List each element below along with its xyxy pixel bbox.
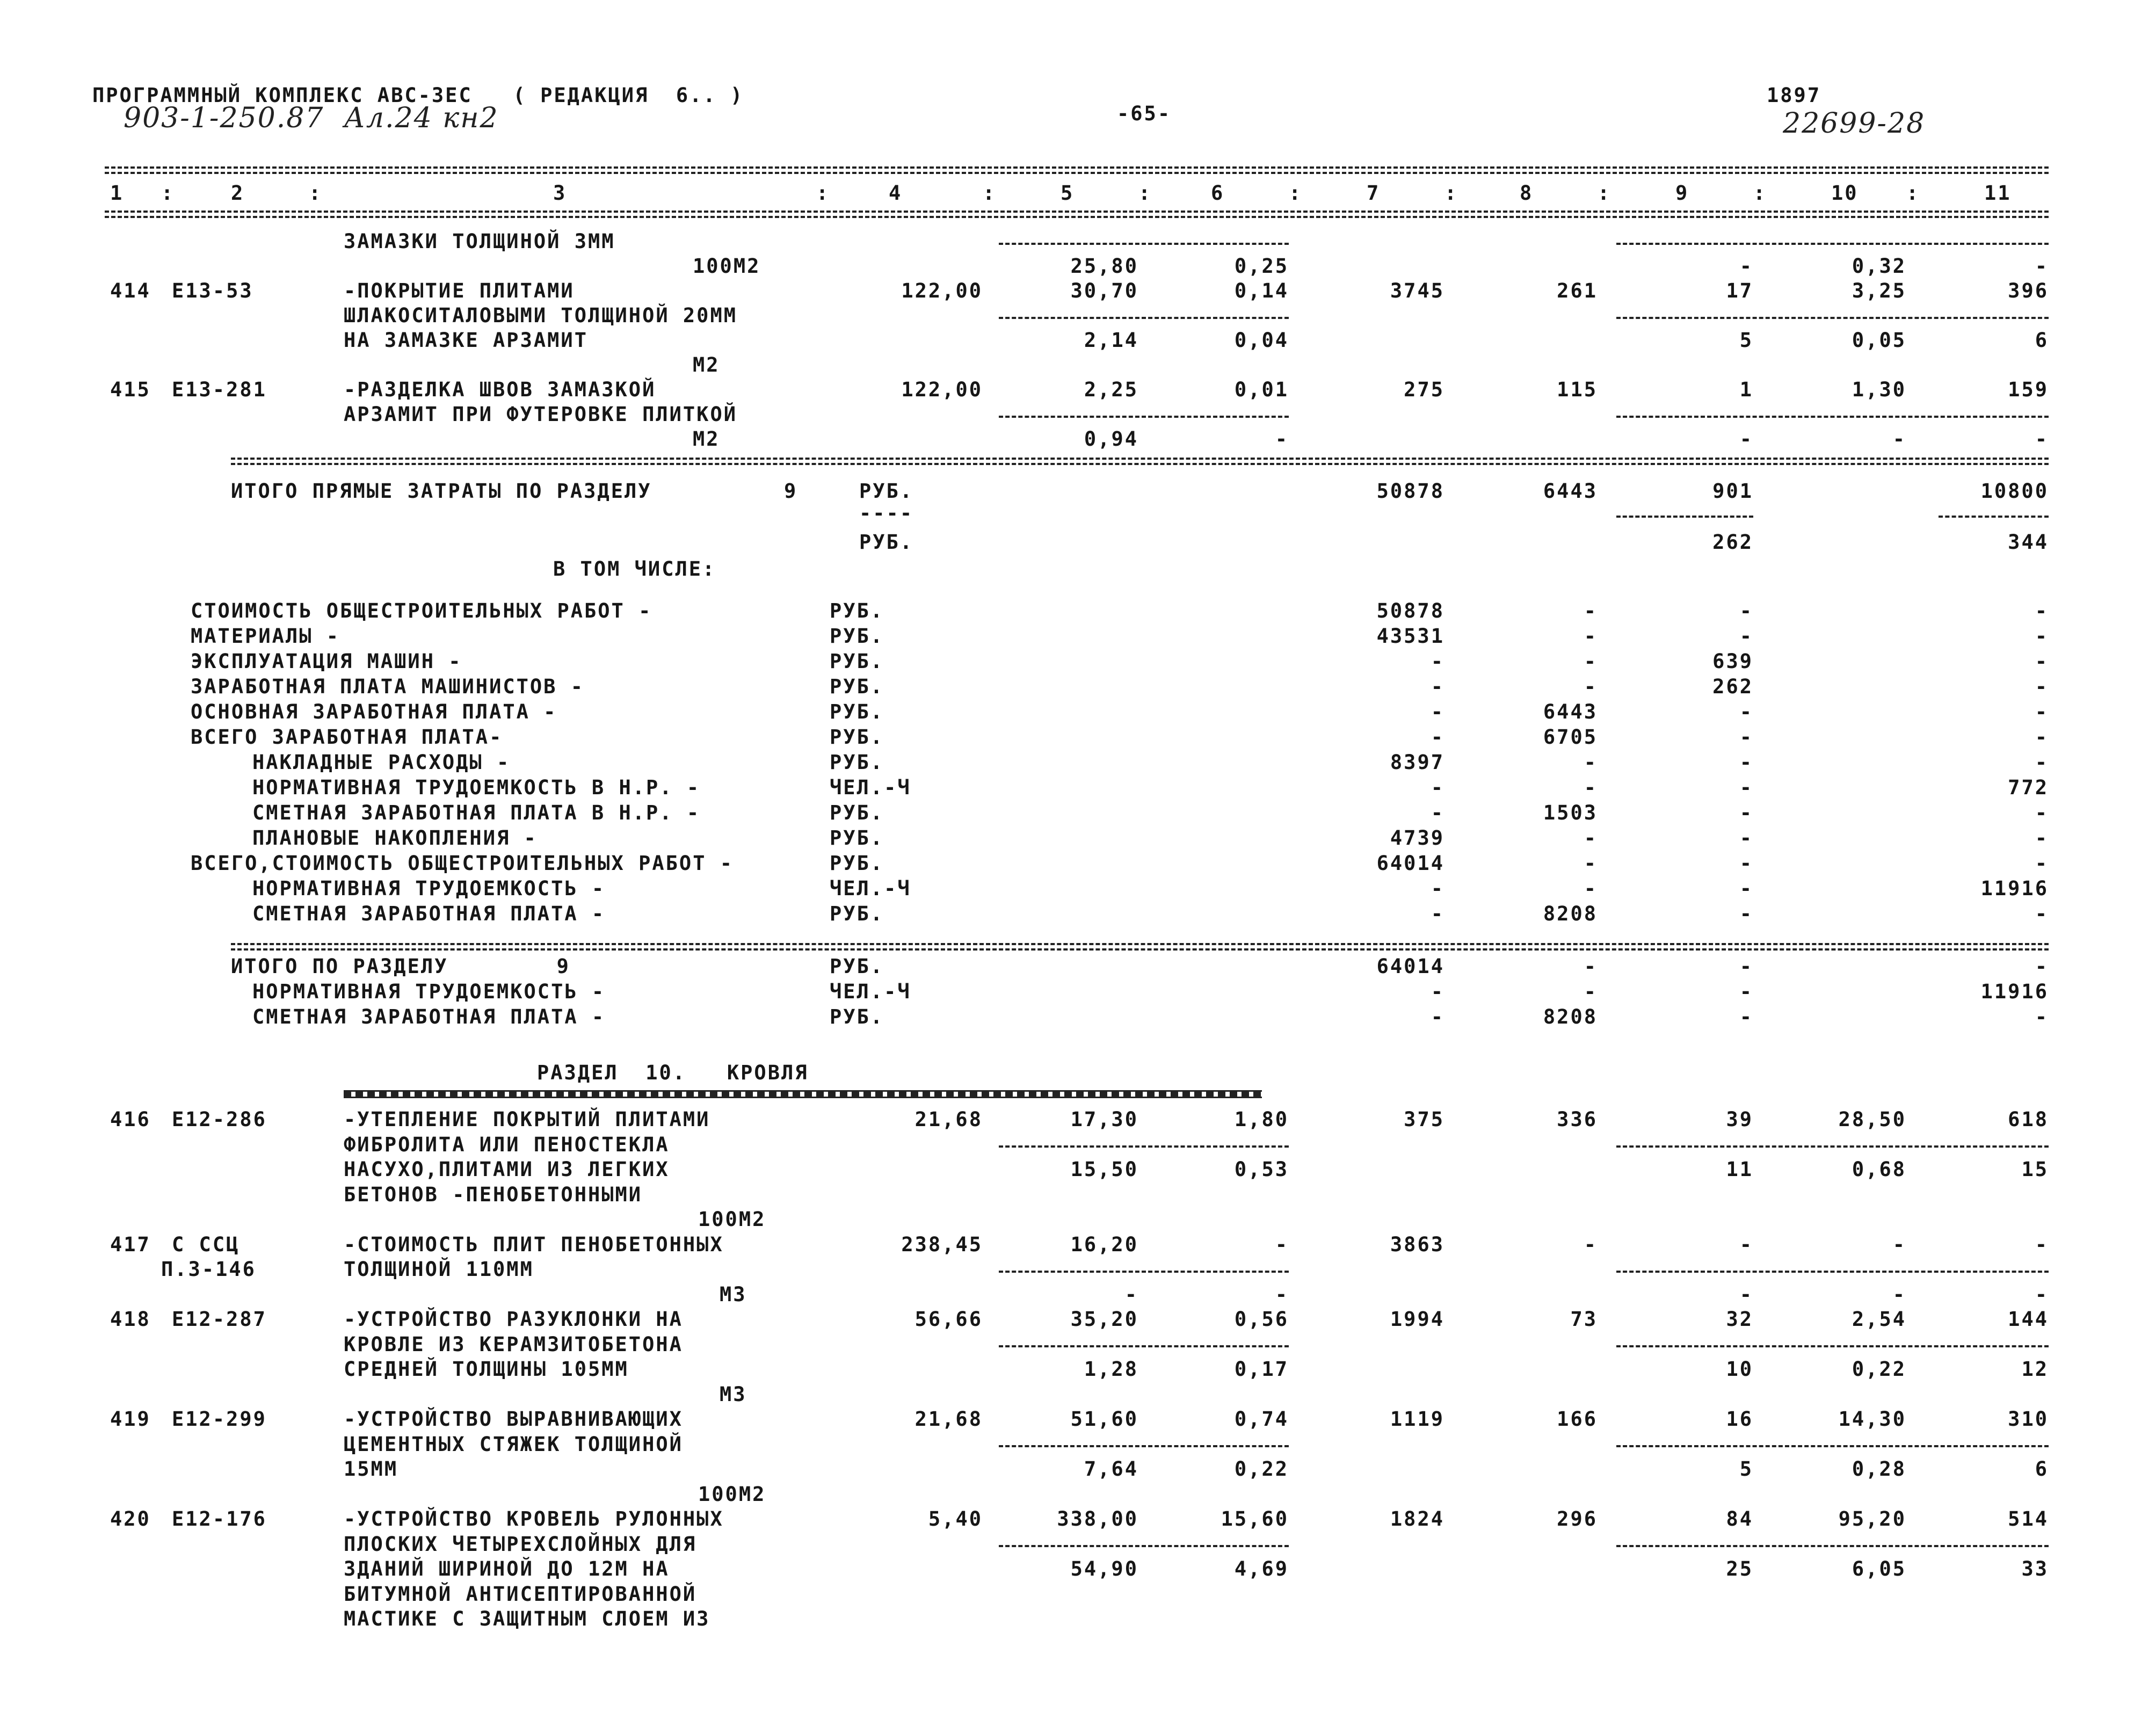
cell-c7: -	[1431, 726, 1444, 749]
cell-c9: -	[1739, 776, 1753, 799]
row-code: Е12-299	[172, 1408, 267, 1431]
cell-c11: -	[2035, 826, 2049, 850]
cell-c7: -	[1431, 675, 1444, 698]
cell-c8: -	[1584, 955, 1598, 978]
sub-dash	[1939, 516, 2049, 518]
sub-dash	[1616, 1345, 2049, 1347]
row-code: Е12-176	[172, 1507, 267, 1530]
breakdown-unit: РУБ.	[830, 751, 884, 774]
sub-dash	[999, 416, 1289, 418]
totals-section: 9	[784, 480, 798, 503]
cell-c9: -	[1739, 751, 1753, 774]
section-total-label: ИТОГО ПО РАЗДЕЛУ 9	[231, 955, 570, 978]
breakdown-unit: РУБ.	[830, 826, 884, 850]
cell-c11: 6	[2035, 329, 2049, 352]
totals-dash: ----	[859, 502, 914, 525]
row-text: ТОЛЩИНОЙ 110ММ	[344, 1258, 534, 1281]
cell-c8: -	[1584, 826, 1598, 850]
cell-c4: 21,68	[914, 1408, 983, 1431]
col-sep: :	[309, 182, 323, 205]
cell-c7: -	[1431, 700, 1444, 723]
cell-c11: -	[2035, 599, 2049, 622]
cell-c8: 166	[1557, 1408, 1598, 1431]
section-total-unit: РУБ.	[830, 955, 884, 978]
row-code: Е13-53	[172, 279, 253, 302]
row-text: 15ММ	[344, 1457, 398, 1481]
cell-c11: -	[2035, 1282, 2049, 1306]
cell-c10: 14,30	[1838, 1408, 1906, 1431]
cell-c8: -	[1584, 650, 1598, 673]
cell-c5: 0,94	[1084, 427, 1138, 451]
breakdown-unit: РУБ.	[830, 726, 884, 749]
row-text: ЦЕМЕНТНЫХ СТЯЖЕК ТОЛЩИНОЙ	[344, 1432, 683, 1456]
row-text: ФИБРОЛИТА ИЛИ ПЕНОСТЕКЛА	[344, 1133, 670, 1156]
row-unit: М3	[720, 1282, 747, 1306]
header-top-rule	[105, 166, 2049, 174]
cell-c9: -	[1739, 427, 1753, 451]
cell-c10: -	[1892, 427, 1906, 451]
sub-dash	[1616, 416, 2049, 418]
cell-c9: -	[1739, 955, 1753, 978]
cell-c11: -	[2035, 751, 2049, 774]
row-code: Е13-281	[172, 378, 267, 401]
breakdown-label: НАКЛАДНЫЕ РАСХОДЫ -	[252, 751, 511, 774]
sub-dash	[1616, 317, 2049, 319]
sub-dash	[1616, 1445, 2049, 1447]
cell-c6: 0,17	[1234, 1358, 1289, 1381]
row-text: АРЗАМИТ ПРИ ФУТЕРОВКЕ ПЛИТКОЙ	[344, 403, 738, 426]
cell-c9: -	[1739, 1232, 1753, 1256]
breakdown-label: ЭКСПЛУАТАЦИЯ МАШИН -	[191, 650, 462, 673]
row-text: -СТОИМОСТЬ ПЛИТ ПЕНОБЕТОННЫХ	[344, 1232, 724, 1256]
cell-c11: -	[2035, 1232, 2049, 1256]
cell-c7: 50878	[1376, 480, 1444, 503]
breakdown-unit: РУБ.	[830, 801, 884, 824]
breakdown-unit: РУБ.	[830, 902, 884, 925]
col-9: 9	[1675, 182, 1689, 205]
row-unit: М2	[693, 353, 720, 376]
cell-c5: 35,20	[1070, 1308, 1138, 1331]
cell-c11: -	[2035, 675, 2049, 698]
row-unit: 100М2	[698, 1482, 766, 1506]
cell-c6: -	[1275, 427, 1289, 451]
breakdown-label: МАТЕРИАЛЫ -	[191, 625, 340, 648]
program-header: ПРОГРАММНЫЙ КОМПЛЕКС АВС-3ЕС ( РЕДАКЦИЯ 6.. )	[92, 84, 744, 107]
row-code: Е12-286	[172, 1108, 267, 1131]
cell-c9: -	[1739, 877, 1753, 900]
cell-c11: -	[2035, 625, 2049, 648]
cell-c8: 1503	[1543, 801, 1598, 824]
cell-c11: 514	[2008, 1507, 2049, 1530]
cell-c9: 25	[1726, 1557, 1753, 1580]
section-title: РАЗДЕЛ 10. КРОВЛЯ	[537, 1061, 809, 1084]
row-text: БЕТОНОВ -ПЕНОБЕТОННЫМИ	[344, 1183, 643, 1206]
totals-rule	[231, 458, 2049, 465]
row-text: МАСТИКЕ С ЗАЩИТНЫМ СЛОЕМ ИЗ	[344, 1607, 710, 1630]
cell-c8: -	[1584, 675, 1598, 698]
cell-c5: 15,50	[1070, 1158, 1138, 1181]
cell-c7: 1119	[1390, 1408, 1444, 1431]
cell-c4: 122,00	[901, 378, 983, 401]
page-number: -65-	[1117, 102, 1172, 125]
breakdown-unit: РУБ.	[830, 700, 884, 723]
row-text: -РАЗДЕЛКА ШВОВ ЗАМАЗКОЙ	[344, 378, 656, 401]
cell-c4: 122,00	[901, 279, 983, 302]
cell-c9: 5	[1739, 329, 1753, 352]
col-sep: :	[1753, 182, 1767, 205]
cell-c5: 17,30	[1070, 1108, 1138, 1131]
col-sep: :	[1598, 182, 1611, 205]
cell-c8: 6443	[1543, 480, 1598, 503]
cell-c11: -	[2035, 700, 2049, 723]
sub-dash	[999, 1445, 1289, 1447]
section-total-unit: РУБ.	[830, 1005, 884, 1028]
cell-c8: -	[1584, 852, 1598, 875]
sub-dash	[1616, 1145, 2049, 1148]
cell-c9: 17	[1726, 279, 1753, 302]
cell-c10: 0,22	[1852, 1358, 1906, 1381]
col-1: 1	[110, 182, 124, 205]
cell-c7: 1994	[1390, 1308, 1444, 1331]
cell-c11: -	[2035, 650, 2049, 673]
row-text: -УСТРОЙСТВО КРОВЕЛЬ РУЛОННЫХ	[344, 1507, 724, 1530]
breakdown-label: СМЕТНАЯ ЗАРАБОТНАЯ ПЛАТА В Н.Р. -	[252, 801, 701, 824]
cell-c10: 0,05	[1852, 329, 1906, 352]
row-text: НАСУХО,ПЛИТАМИ ИЗ ЛЕГКИХ	[344, 1158, 670, 1181]
col-sep: :	[161, 182, 175, 205]
cell-c11: 772	[2008, 776, 2049, 799]
cell-c4: 5,40	[928, 1507, 983, 1530]
cell-c8: -	[1584, 1232, 1598, 1256]
cell-c11: 10800	[1980, 480, 2049, 503]
cell-c5: 16,20	[1070, 1232, 1138, 1256]
cell-c4: 56,66	[914, 1308, 983, 1331]
breakdown-unit: РУБ.	[830, 852, 884, 875]
cell-c6: 0,53	[1234, 1158, 1289, 1181]
cell-c11: -	[2035, 801, 2049, 824]
cell-c7: 64014	[1376, 955, 1444, 978]
cell-c5: 2,25	[1084, 378, 1138, 401]
cell-c11: 344	[2008, 531, 2049, 554]
breakdown-label: ВСЕГО ЗАРАБОТНАЯ ПЛАТА-	[191, 726, 503, 749]
breakdown-label: ЗАРАБОТНАЯ ПЛАТА МАШИНИСТОВ -	[191, 675, 585, 698]
breakdown-unit: РУБ.	[830, 625, 884, 648]
cell-c11: -	[2035, 255, 2049, 278]
sub-dash	[1616, 1271, 2049, 1273]
cell-c4: 21,68	[914, 1108, 983, 1131]
sub-dash	[999, 317, 1289, 319]
cell-c7: 50878	[1376, 599, 1444, 622]
section-total-rule	[231, 943, 2049, 951]
breakdown-label: НОРМАТИВНАЯ ТРУДОЕМКОСТЬ В Н.Р. -	[252, 776, 701, 799]
col-sep: :	[1444, 182, 1458, 205]
cell-c7: 275	[1404, 378, 1444, 401]
row-number: 416	[110, 1108, 151, 1131]
cell-c8: -	[1584, 980, 1598, 1003]
col-sep: :	[816, 182, 830, 205]
cell-c7: -	[1431, 776, 1444, 799]
row-code: Е12-287	[172, 1308, 267, 1331]
cell-c7: 8397	[1390, 751, 1444, 774]
breakdown-label: НОРМАТИВНАЯ ТРУДОЕМКОСТЬ -	[252, 877, 606, 900]
section-title-underline	[344, 1090, 1262, 1098]
cell-c9: -	[1739, 599, 1753, 622]
cell-c11: -	[2035, 726, 2049, 749]
cell-c5: 7,64	[1084, 1457, 1138, 1481]
row-text: ЗДАНИЙ ШИРИНОЙ ДО 12М НА	[344, 1557, 670, 1580]
cell-c9: -	[1739, 700, 1753, 723]
cell-c5: 338,00	[1057, 1507, 1138, 1530]
col-3: 3	[553, 182, 567, 205]
cell-c8: -	[1584, 877, 1598, 900]
cell-c9: -	[1739, 852, 1753, 875]
row-text: СРЕДНЕЙ ТОЛЩИНЫ 105ММ	[344, 1358, 629, 1381]
cell-c7: 43531	[1376, 625, 1444, 648]
sub-dash	[999, 1545, 1289, 1547]
cell-c9: -	[1739, 1005, 1753, 1028]
section-total-unit: ЧЕЛ.-Ч	[830, 980, 911, 1003]
cell-c9: -	[1739, 255, 1753, 278]
cell-c10: 2,54	[1852, 1308, 1906, 1331]
sub-dash	[1616, 243, 2049, 245]
row-text: -УСТРОЙСТВО ВЫРАВНИВАЮЩИХ	[344, 1408, 683, 1431]
cell-c8: 296	[1557, 1507, 1598, 1530]
cell-c11: 618	[2008, 1108, 2049, 1131]
cell-c6: 0,56	[1234, 1308, 1289, 1331]
sub-dash	[999, 1345, 1289, 1347]
sub-dash	[1616, 516, 1753, 518]
cell-c5: 51,60	[1070, 1408, 1138, 1431]
sheet-number: 1897	[1767, 84, 1821, 107]
breakdown-unit: РУБ.	[830, 675, 884, 698]
cell-c9: 639	[1712, 650, 1753, 673]
row-text: НА ЗАМАЗКЕ АРЗАМИТ	[344, 329, 588, 352]
cell-c10: 1,30	[1852, 378, 1906, 401]
cell-c11: 33	[2021, 1557, 2049, 1580]
cell-c9: 262	[1712, 675, 1753, 698]
col-5: 5	[1061, 182, 1075, 205]
row-number: 414	[110, 279, 151, 302]
sub-dash	[999, 1271, 1289, 1273]
breakdown-label: ПЛАНОВЫЕ НАКОПЛЕНИЯ -	[252, 826, 538, 850]
cell-c9: 5	[1739, 1457, 1753, 1481]
col-11: 11	[1984, 182, 2012, 205]
cell-c7: 4739	[1390, 826, 1444, 850]
cell-c9: 32	[1726, 1308, 1753, 1331]
row-code: С ССЦ	[172, 1232, 240, 1256]
col-sep: :	[1289, 182, 1303, 205]
row-text: ЗАМАЗКИ ТОЛЩИНОЙ 3ММ	[344, 230, 615, 253]
row-number: 418	[110, 1308, 151, 1331]
row-text: -УСТРОЙСТВО РАЗУКЛОНКИ НА	[344, 1308, 683, 1331]
totals-unit: РУБ.	[859, 480, 914, 503]
cell-c11: -	[2035, 902, 2049, 925]
cell-c6: 1,80	[1234, 1108, 1289, 1131]
cell-c7: 1824	[1390, 1507, 1444, 1530]
row-unit: М2	[693, 427, 720, 451]
section-total-label: НОРМАТИВНАЯ ТРУДОЕМКОСТЬ -	[252, 980, 606, 1003]
breakdown-label: ОСНОВНАЯ ЗАРАБОТНАЯ ПЛАТА -	[191, 700, 557, 723]
cell-c6: 15,60	[1221, 1507, 1289, 1530]
cell-c8: -	[1584, 599, 1598, 622]
cell-c11: -	[2035, 852, 2049, 875]
cell-c11: -	[2035, 955, 2049, 978]
sub-dash	[999, 1145, 1289, 1148]
row-unit: 100М2	[693, 255, 761, 278]
cell-c7: -	[1431, 877, 1444, 900]
cell-c7: 3863	[1390, 1232, 1444, 1256]
cell-c6: 4,69	[1234, 1557, 1289, 1580]
cell-c9: -	[1739, 1282, 1753, 1306]
cell-c10: 95,20	[1838, 1507, 1906, 1530]
cell-c6: 0,74	[1234, 1408, 1289, 1431]
cell-c7: -	[1431, 801, 1444, 824]
including-label: В ТОМ ЧИСЛЕ:	[553, 557, 716, 581]
cell-c8: 115	[1557, 378, 1598, 401]
col-8: 8	[1520, 182, 1534, 205]
breakdown-label: СТОИМОСТЬ ОБЩЕСТРОИТЕЛЬНЫХ РАБОТ -	[191, 599, 652, 622]
row-unit: 100М2	[698, 1208, 766, 1231]
cell-c6: 0,14	[1234, 279, 1289, 302]
row-number: 417	[110, 1232, 151, 1256]
cell-c9: -	[1739, 726, 1753, 749]
cell-c8: -	[1584, 776, 1598, 799]
breakdown-unit: РУБ.	[830, 599, 884, 622]
row-text: ПЛОСКИХ ЧЕТЫРЕХСЛОЙНЫХ ДЛЯ	[344, 1532, 697, 1556]
cell-c11: 310	[2008, 1408, 2049, 1431]
cell-c7: -	[1431, 1005, 1444, 1028]
cell-c6: -	[1275, 1282, 1289, 1306]
cell-c5: 2,14	[1084, 329, 1138, 352]
cell-c7: -	[1431, 902, 1444, 925]
row-number: 419	[110, 1408, 151, 1431]
row-text: ШЛАКОСИТАЛОВЫМИ ТОЛЩИНОЙ 20ММ	[344, 304, 738, 327]
cell-c4: 238,45	[901, 1232, 983, 1256]
cell-c10: 0,68	[1852, 1158, 1906, 1181]
handwritten-doc-code: 903-1-250.87 Ал.24 кн2	[124, 102, 499, 134]
cell-c9: 39	[1726, 1108, 1753, 1131]
totals-unit: РУБ.	[859, 531, 914, 554]
cell-c11: 6	[2035, 1457, 2049, 1481]
header-bottom-rule	[105, 211, 2049, 218]
cell-c8: 73	[1570, 1308, 1598, 1331]
handwritten-stamp: 22699-28	[1783, 107, 1926, 140]
cell-c7: -	[1431, 980, 1444, 1003]
col-sep: :	[1906, 182, 1920, 205]
row-number: 420	[110, 1507, 151, 1530]
cell-c6: -	[1275, 1232, 1289, 1256]
row-text: КРОВЛЕ ИЗ КЕРАМЗИТОБЕТОНА	[344, 1332, 683, 1356]
breakdown-unit: РУБ.	[830, 650, 884, 673]
cell-c9: 84	[1726, 1507, 1753, 1530]
row-unit: М3	[720, 1382, 747, 1406]
cell-c11: -	[2035, 1005, 2049, 1028]
cell-c8: 8208	[1543, 902, 1598, 925]
cell-c5: 30,70	[1070, 279, 1138, 302]
col-7: 7	[1367, 182, 1381, 205]
cell-c6: 0,25	[1234, 255, 1289, 278]
cell-c10: 0,32	[1852, 255, 1906, 278]
cell-c6: 0,01	[1234, 378, 1289, 401]
cell-c10: 6,05	[1852, 1557, 1906, 1580]
cell-c7: -	[1431, 650, 1444, 673]
cell-c10: -	[1892, 1232, 1906, 1256]
cell-c5: 54,90	[1070, 1557, 1138, 1580]
cell-c9: 901	[1712, 480, 1753, 503]
cell-c9: 262	[1712, 531, 1753, 554]
row-text: -ПОКРЫТИЕ ПЛИТАМИ	[344, 279, 575, 302]
breakdown-label: СМЕТНАЯ ЗАРАБОТНАЯ ПЛАТА -	[252, 902, 606, 925]
cell-c11: 11916	[1980, 980, 2049, 1003]
cell-c9: -	[1739, 980, 1753, 1003]
cell-c11: 396	[2008, 279, 2049, 302]
cell-c9: 16	[1726, 1408, 1753, 1431]
cell-c5: 25,80	[1070, 255, 1138, 278]
breakdown-unit: ЧЕЛ.-Ч	[830, 776, 911, 799]
cell-c10: 0,28	[1852, 1457, 1906, 1481]
cell-c9: 1	[1739, 378, 1753, 401]
cell-c11: 144	[2008, 1308, 2049, 1331]
sub-dash	[1616, 1545, 2049, 1547]
cell-c8: 8208	[1543, 1005, 1598, 1028]
cell-c6: 0,22	[1234, 1457, 1289, 1481]
sub-dash	[999, 243, 1289, 245]
cell-c11: -	[2035, 427, 2049, 451]
cell-c5: 1,28	[1084, 1358, 1138, 1381]
cell-c7: 64014	[1376, 852, 1444, 875]
cell-c9: -	[1739, 902, 1753, 925]
cell-c7: 375	[1404, 1108, 1444, 1131]
cell-c9: -	[1739, 625, 1753, 648]
cell-c8: -	[1584, 625, 1598, 648]
col-2: 2	[231, 182, 245, 205]
col-sep: :	[983, 182, 997, 205]
section-total-label: СМЕТНАЯ ЗАРАБОТНАЯ ПЛАТА -	[252, 1005, 606, 1028]
breakdown-unit: ЧЕЛ.-Ч	[830, 877, 911, 900]
breakdown-label: ВСЕГО,СТОИМОСТЬ ОБЩЕСТРОИТЕЛЬНЫХ РАБОТ -	[191, 852, 734, 875]
cell-c9: 11	[1726, 1158, 1753, 1181]
row-text: БИТУМНОЙ АНТИСЕПТИРОВАННОЙ	[344, 1582, 697, 1606]
cell-c9: -	[1739, 801, 1753, 824]
cell-c8: 261	[1557, 279, 1598, 302]
cell-c7: 3745	[1390, 279, 1444, 302]
col-6: 6	[1211, 182, 1225, 205]
row-number: 415	[110, 378, 151, 401]
cell-c5: -	[1124, 1282, 1138, 1306]
cell-c9: 10	[1726, 1358, 1753, 1381]
cell-c6: 0,04	[1234, 329, 1289, 352]
cell-c11: 15	[2021, 1158, 2049, 1181]
cell-c11: 159	[2008, 378, 2049, 401]
cell-c8: 6443	[1543, 700, 1598, 723]
cell-c9: -	[1739, 826, 1753, 850]
cell-c10: 3,25	[1852, 279, 1906, 302]
col-10: 10	[1831, 182, 1859, 205]
col-sep: :	[1138, 182, 1152, 205]
row-code: П.3-146	[161, 1258, 256, 1281]
cell-c11: 11916	[1980, 877, 2049, 900]
row-text: -УТЕПЛЕНИЕ ПОКРЫТИЙ ПЛИТАМИ	[344, 1108, 710, 1131]
cell-c8: 336	[1557, 1108, 1598, 1131]
cell-c11: 12	[2021, 1358, 2049, 1381]
cell-c8: 6705	[1543, 726, 1598, 749]
cell-c10: 28,50	[1838, 1108, 1906, 1131]
cell-c8: -	[1584, 751, 1598, 774]
totals-label: ИТОГО ПРЯМЫЕ ЗАТРАТЫ ПО РАЗДЕЛУ	[231, 480, 652, 503]
cell-c10: -	[1892, 1282, 1906, 1306]
col-4: 4	[889, 182, 903, 205]
